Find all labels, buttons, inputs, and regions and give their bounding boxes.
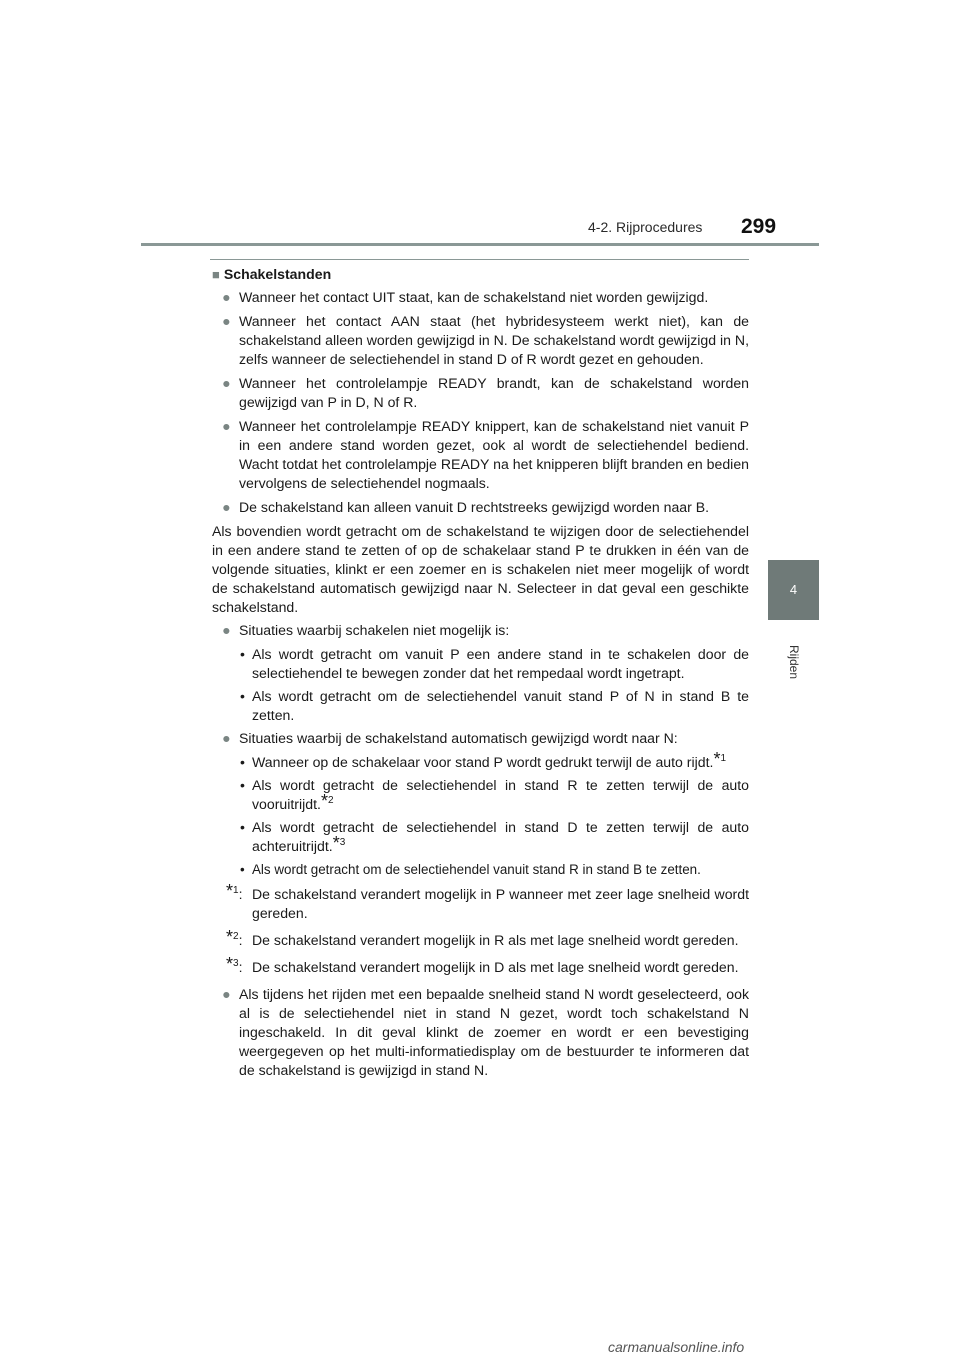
list-item: ● Wanneer het contact AAN staat (het hybridesysteem werkt niet), kan de schakelstand alleen worden gewijzigd in N. De schakelstand wordt gewijzigd in N, zelfs wanneer de selectiehendel in stand D of R wordt gezet en gehouden. (222, 313, 749, 367)
bullet-dot-icon: ● (222, 375, 231, 391)
page-number: 299 (741, 215, 777, 238)
bullet-dot-icon: ● (222, 986, 231, 1002)
footnote: *$^3$: De schakelstand verandert mogelijk in D als met lage snelheid wordt gereden. (226, 954, 739, 975)
section-heading-text: Schakelstanden (223, 266, 332, 282)
sub-list-item: • Als wordt getracht om de selectiehendel vanuit stand P of N in stand B te zetten. (240, 688, 749, 723)
chapter-number: 4 (789, 582, 798, 597)
list-item: ● De schakelstand kan alleen vanuit D rechtstreeks gewijzigd worden naar B. (222, 499, 710, 515)
sub-list-item: • Als wordt getracht om vanuit P een andere stand in te schakelen door de selectiehendel te bewegen zonder dat het rempedaal wordt ingetrapt. (240, 646, 749, 681)
sub-list-item: • Als wordt getracht om de selectiehendel vanuit stand R in stand B te zetten. (240, 862, 701, 877)
content-divider (210, 259, 749, 260)
list-item: ● Wanneer het controlelampje READY knippert, kan de schakelstand niet vanuit P in een andere stand worden gezet, ook al wordt de selectiehendel bediend. Wacht totdat het controlelampje READY na het knipperen blijft branden en bedien vervolgens de selectiehendel nogmaals. (222, 418, 749, 491)
list-item: ● Als tijdens het rijden met een bepaalde snelheid stand N wordt geselecteerd, ook al is de selectiehendel niet in stand N gezet, wordt toch schakelstand N ingeschakeld. In dit geval klinkt de zoemer en wordt er een bevestiging weergegeven op het multi-informatiedisplay om de bestuurder te informeren dat de schakelstand is gewijzigd in stand N. (222, 986, 749, 1078)
header-section-title: 4-2. Rijprocedures (588, 219, 703, 235)
list-item: ● Wanneer het controlelampje READY brandt, kan de schakelstand worden gewijzigd van P in D, N of R. (222, 375, 749, 410)
bullet-dot-icon: ● (222, 313, 231, 329)
list-item: ● Wanneer het contact UIT staat, kan de schakelstand niet worden gewijzigd. (222, 289, 709, 305)
footnote: *$^2$: De schakelstand verandert mogelijk in R als met lage snelheid wordt gereden. (226, 927, 739, 948)
page-content (212, 265, 749, 1085)
chapter-tab (768, 560, 819, 620)
list-item: ● Situaties waarbij de schakelstand automatisch gewijzigd wordt naar N: (222, 730, 678, 746)
footnote-ref: 2 (327, 795, 334, 806)
bullet-dot-icon: ● (222, 499, 231, 515)
bullet-dot-icon: ● (222, 730, 231, 746)
sub-list-item: • Wanneer op de schakelaar voor stand P wordt gedrukt terwijl de auto rijdt.*$^1$ (240, 749, 727, 770)
paragraph: Als bovendien wordt getracht om de schakelstand te wijzigen door de selectiehendel in een andere stand te zetten of op de schakelaar stand P te drukken in één van de volgende situaties, klinkt er een zoemer en is schakelen niet meer mogelijk of wordt de schakelstand automatisch gewijzigd naar N. Selecteer in dat geval een geschikte schakelstand. (212, 523, 749, 615)
header-divider (141, 243, 819, 246)
watermark-logo: carmanualsonline.info (608, 1339, 745, 1355)
bullet-dot-icon: ● (222, 622, 231, 638)
section-heading (212, 265, 749, 284)
bullet-dot-icon: ● (222, 289, 231, 305)
bullet-dot-icon: ● (222, 418, 231, 434)
footnote-ref: 3 (339, 837, 346, 848)
sub-list-item: • Als wordt getracht de selectiehendel in stand D te zetten terwijl de auto achteruitrijdt.*$^3$ (240, 819, 749, 854)
list-item: ● Situaties waarbij schakelen niet mogelijk is: (222, 622, 510, 638)
footnote: *$^1$: De schakelstand verandert mogelijk in P wanneer met zeer lage snelheid wordt gereden. (226, 881, 749, 921)
footnote-ref: 1 (720, 753, 727, 764)
sub-list-item: • Als wordt getracht de selectiehendel in stand R te zetten terwijl de auto vooruitrijdt.*$^2$ (240, 777, 749, 812)
chapter-label: Rijden (787, 644, 801, 680)
square-bullet-icon: ■ (212, 267, 220, 282)
